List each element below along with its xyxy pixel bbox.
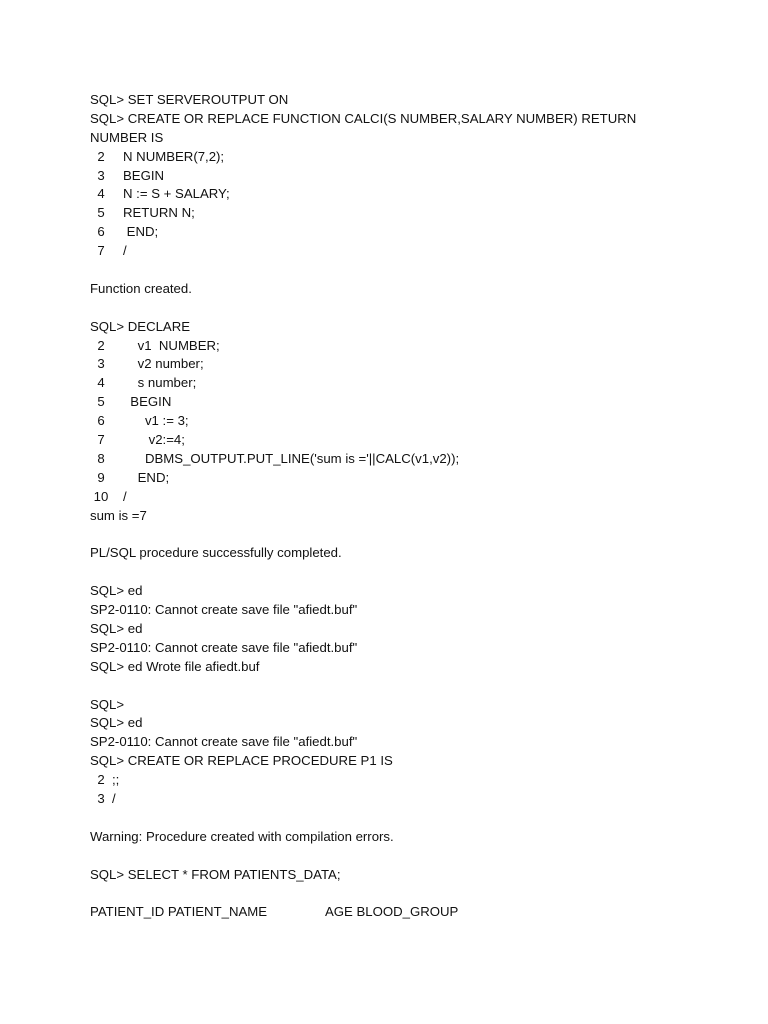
transcript-line: 3 v2 number; <box>90 356 204 372</box>
transcript-line: 2 ;; <box>90 772 120 788</box>
transcript-line: 10 / <box>90 488 127 504</box>
transcript-line: Warning: Procedure created with compilation errors. <box>90 828 394 844</box>
transcript-line: 9 END; <box>90 469 170 485</box>
blank-line <box>90 563 730 582</box>
transcript-line: 3 BEGIN <box>90 167 165 183</box>
transcript-line: 4 s number; <box>90 375 197 391</box>
transcript-line: SP2-0110: Cannot create save file "afiedt.buf" <box>90 639 358 655</box>
blank-line <box>90 809 730 828</box>
transcript-line: 4 N := S + SALARY; <box>90 186 230 202</box>
blank-line <box>90 884 730 903</box>
transcript-line: Function created. <box>90 280 192 296</box>
transcript-line: PL/SQL procedure successfully completed. <box>90 545 342 561</box>
transcript-line: 6 END; <box>90 224 159 240</box>
transcript-line: SQL> ed <box>90 620 143 636</box>
transcript-line: SQL> ed <box>90 583 143 599</box>
transcript-line: SQL> ed <box>90 715 143 731</box>
transcript-line: PATIENT_ID PATIENT_NAME AGE BLOOD_GROUP <box>90 904 459 920</box>
transcript-line: sum is =7 <box>90 507 147 523</box>
transcript-line: NUMBER IS <box>90 129 164 145</box>
transcript-line: SP2-0110: Cannot create save file "afiedt.buf" <box>90 734 358 750</box>
transcript-line: 6 v1 := 3; <box>90 413 189 429</box>
blank-line <box>90 847 730 866</box>
transcript-line: SQL> <box>90 696 125 712</box>
transcript-line: 2 N NUMBER(7,2); <box>90 148 225 164</box>
transcript-line: 5 RETURN N; <box>90 205 195 221</box>
transcript-line: SQL> CREATE OR REPLACE PROCEDURE P1 IS <box>90 753 393 769</box>
transcript-line: SQL> ed Wrote file afiedt.buf <box>90 658 260 674</box>
transcript-line: SQL> SELECT * FROM PATIENTS_DATA; <box>90 866 341 882</box>
transcript-line: 8 DBMS_OUTPUT.PUT_LINE('sum is ='||CALC(v1,v2)); <box>90 450 460 466</box>
transcript-line: SQL> SET SERVEROUTPUT ON <box>90 92 289 107</box>
blank-line <box>90 261 730 280</box>
transcript-line: SQL> DECLARE <box>90 318 191 334</box>
transcript-line: 5 BEGIN <box>90 394 172 410</box>
sql-transcript <box>90 91 730 922</box>
transcript-line: 2 v1 NUMBER; <box>90 337 220 353</box>
blank-line <box>90 525 730 544</box>
transcript-line: 7 / <box>90 243 127 259</box>
transcript-line: 7 v2:=4; <box>90 432 185 448</box>
blank-line <box>90 677 730 696</box>
transcript-line: SP2-0110: Cannot create save file "afiedt.buf" <box>90 602 358 618</box>
blank-line <box>90 299 730 318</box>
transcript-line: 3 / <box>90 790 116 806</box>
transcript-line: SQL> CREATE OR REPLACE FUNCTION CALCI(S NUMBER,SALARY NUMBER) RETURN <box>90 110 637 126</box>
